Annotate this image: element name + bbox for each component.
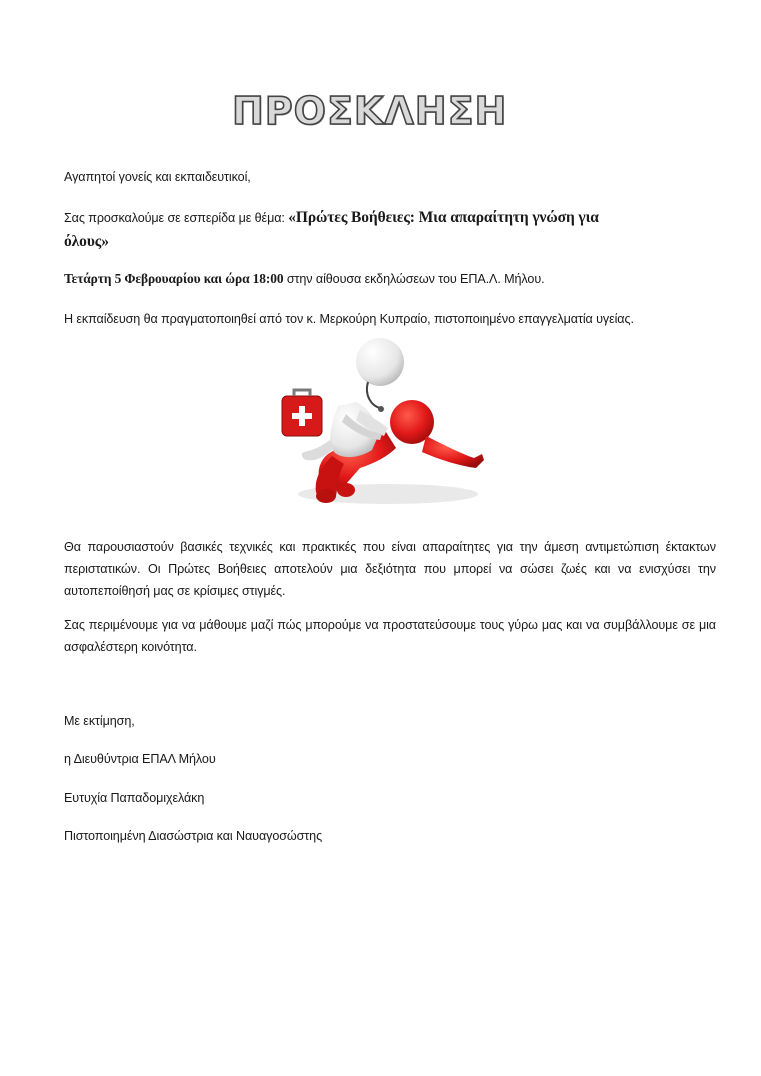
body-paragraph-2: Σας περιμένουμε για να μάθουμε μαζί πώς μπορούμε να προστατεύσουμε τους γύρω μας και να συμβάλλουμε σε μια ασφαλέστερη κοινότητα. [64, 618, 716, 654]
body-paragraph-1: Θα παρουσιαστούν βασικές τεχνικές και πρακτικές που είναι απαραίτητες για την άμεση αντιμετώπιση έκτακτων περιστατικών. Οι Πρώτες Βοήθειες αποτελούν μια δεξιότητα που μπορεί να σώσει ζωές και να ενισχύσει την αυτοπεποίθησή μας σε κρίσιμες στιγμές. [64, 540, 716, 598]
signer-certification: Πιστοποιημένη Διασώστρια και Ναυαγοσώστης [64, 829, 323, 843]
event-title-line2: όλους» [64, 233, 109, 250]
signer-role: η Διευθύντρια ΕΠΑΛ Μήλου [64, 752, 216, 766]
trainer-paragraph: Η εκπαίδευση θα πραγματοποιηθεί από τον κ. Μερκούρη Κυπραίο, πιστοποιημένο επαγγελματία υγείας. [64, 312, 634, 326]
page-title: ΠΡΟΣΚΛΗΣΗ [232, 89, 508, 133]
invite-paragraph [64, 206, 716, 254]
greeting: Αγαπητοί γονείς και εκπαιδευτικοί, [64, 170, 251, 184]
invite-prefix: Σας προσκαλούμε σε εσπερίδα με θέμα: [64, 211, 285, 225]
closing: Με εκτίμηση, [64, 714, 135, 728]
event-title-line1: «Πρώτες Βοήθειες: Μια απαραίτητη γνώση για [288, 209, 599, 226]
first-aid-cpr-illustration [276, 336, 488, 512]
event-datetime: Τετάρτη 5 Φεβρουαρίου και ώρα 18:00 [64, 271, 284, 286]
event-location: στην αίθουσα εκδηλώσεων του ΕΠΑ.Λ. Μήλου. [286, 272, 545, 286]
datetime-paragraph [64, 268, 716, 290]
signer-name: Ευτυχία Παπαδομιχελάκη [64, 791, 205, 805]
